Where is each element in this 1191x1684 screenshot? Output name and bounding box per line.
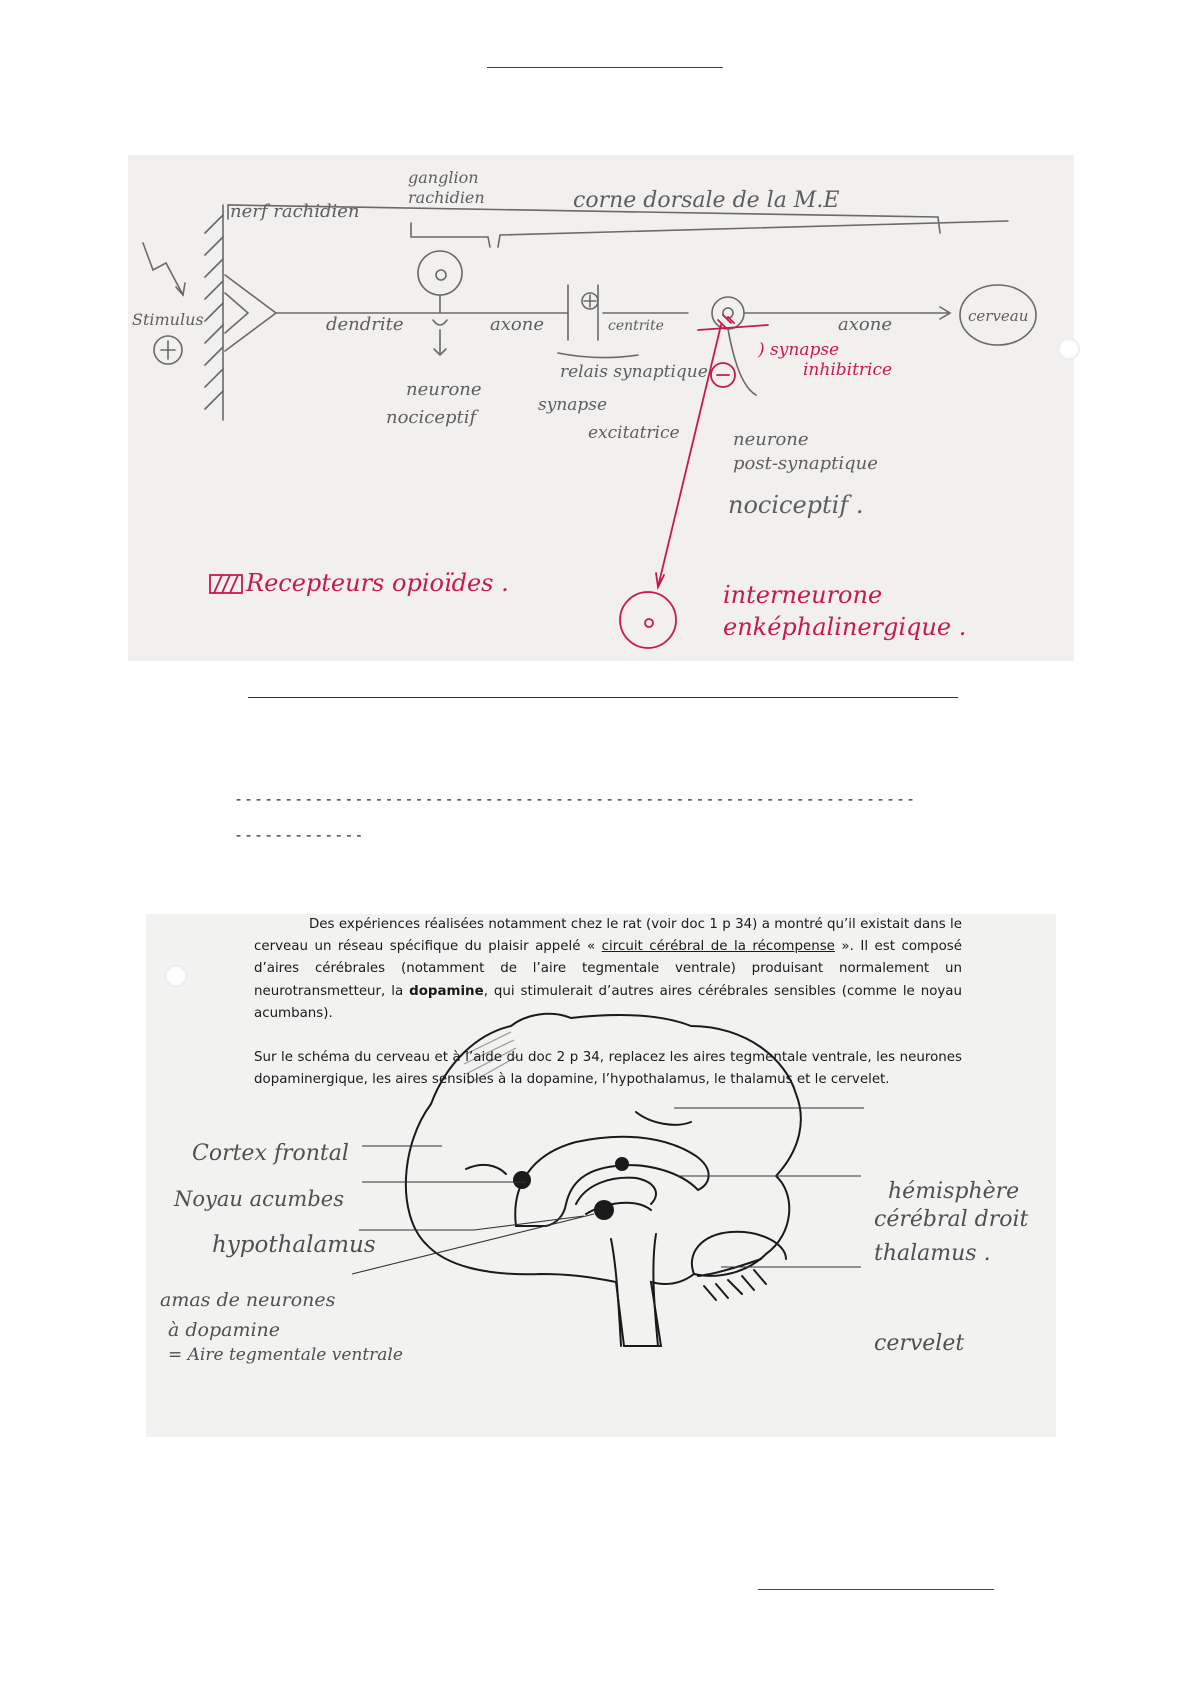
label-dendrite: dendrite: [326, 314, 404, 335]
label-stimulus: Stimulus: [132, 310, 204, 329]
label-axone-1: axone: [490, 314, 544, 335]
header-link[interactable]: [487, 67, 723, 68]
label-centrite: centrite: [608, 318, 664, 334]
dashed-line-1: --------------------------------------------------------------------: [234, 790, 917, 808]
label-nociceptif-1: nociceptif: [386, 407, 477, 428]
label-amas-3: = Aire tegmentale ventrale: [168, 1345, 403, 1365]
label-synapse-inh-1: ) synapse: [758, 340, 840, 360]
label-ganglion-2: rachidien: [408, 188, 485, 207]
footer-link[interactable]: [758, 1589, 994, 1590]
label-noyau: Noyau acumbes: [174, 1187, 344, 1211]
label-interneurone-2: enképhalinergique .: [723, 613, 967, 641]
label-thalamus: thalamus .: [874, 1241, 991, 1266]
label-hemisphere-1: hémisphère: [888, 1179, 1020, 1204]
label-nerf: nerf rachidien: [230, 201, 360, 222]
circuit-term: circuit cérébral de la récompense: [601, 939, 835, 955]
label-cerveau: cerveau: [968, 307, 1029, 325]
label-synapse-inh: [757, 340, 892, 380]
label-amas: [160, 1289, 403, 1365]
label-neurone-nociceptif: [386, 379, 487, 428]
label-neurone-post-1: neurone: [733, 429, 809, 450]
punch-hole: [1058, 338, 1080, 360]
dashed-line-2: -------------: [234, 826, 365, 844]
label-nociceptif: nociceptif .: [728, 491, 864, 519]
label-corne: corne dorsale de la M.E: [573, 188, 840, 213]
label-synapse-exc-1: synapse: [538, 395, 608, 415]
dopamine-term: dopamine: [409, 983, 484, 999]
label-interneurone-1: interneurone: [723, 581, 883, 609]
separator-line: [248, 697, 958, 698]
label-synapse-exc-2: excitatrice: [588, 423, 680, 443]
label-relais: relais synaptique: [560, 362, 708, 382]
label-ganglion-1: ganglion: [408, 168, 479, 187]
paragraph-2: Sur le schéma du cerveau et à l’aide du doc 2 p 34, replacez les aires tegmentale ventrale, les neurones dopaminergique, les aires sensibles à la dopamine, l’hypothalamus, le thalamus et le cervelet.: [254, 1050, 962, 1088]
nociception-drawing: [128, 155, 1074, 661]
label-hypothalamus: hypothalamus: [212, 1232, 376, 1258]
reward-circuit-text: [254, 914, 962, 1113]
paragraph-1: Des expériences réalisées notamment chez le rat (voir doc 1 p 34) a montré qu’il existait dans le cerveau un réseau spécifique du plaisir appelé « circuit cérébral de la récompense ». Il est composé d’aires cérébrales (notamment de l’aire tegmentale ventrale) produisant normalement un neurotransmetteur, la dopamine, qui stimulerait d’autres aires cérébrales sensibles (comme le noyau acumbans).: [254, 917, 963, 1021]
label-hemisphere: [874, 1179, 1029, 1232]
label-synapse-exc: [538, 395, 680, 443]
nociception-diagram: [128, 155, 1074, 661]
label-axone-2: axone: [838, 314, 892, 335]
label-recepteurs: Recepteurs opioïdes .: [246, 569, 509, 597]
label-hemisphere-2: cérébral droit: [874, 1207, 1029, 1232]
label-interneurone: [723, 581, 966, 641]
label-cortex: Cortex frontal: [192, 1141, 349, 1166]
label-amas-1: amas de neurones: [160, 1289, 336, 1311]
punch-hole: [165, 965, 187, 987]
label-neurone: neurone: [406, 379, 482, 400]
label-synapse-inh-2: inhibitrice: [803, 360, 893, 380]
label-cervelet: cervelet: [874, 1331, 965, 1356]
label-neurone-post-2: post-synaptique: [733, 453, 878, 474]
label-amas-2: à dopamine: [168, 1319, 281, 1341]
label-ganglion: [408, 168, 485, 207]
label-neurone-post: [733, 429, 878, 474]
